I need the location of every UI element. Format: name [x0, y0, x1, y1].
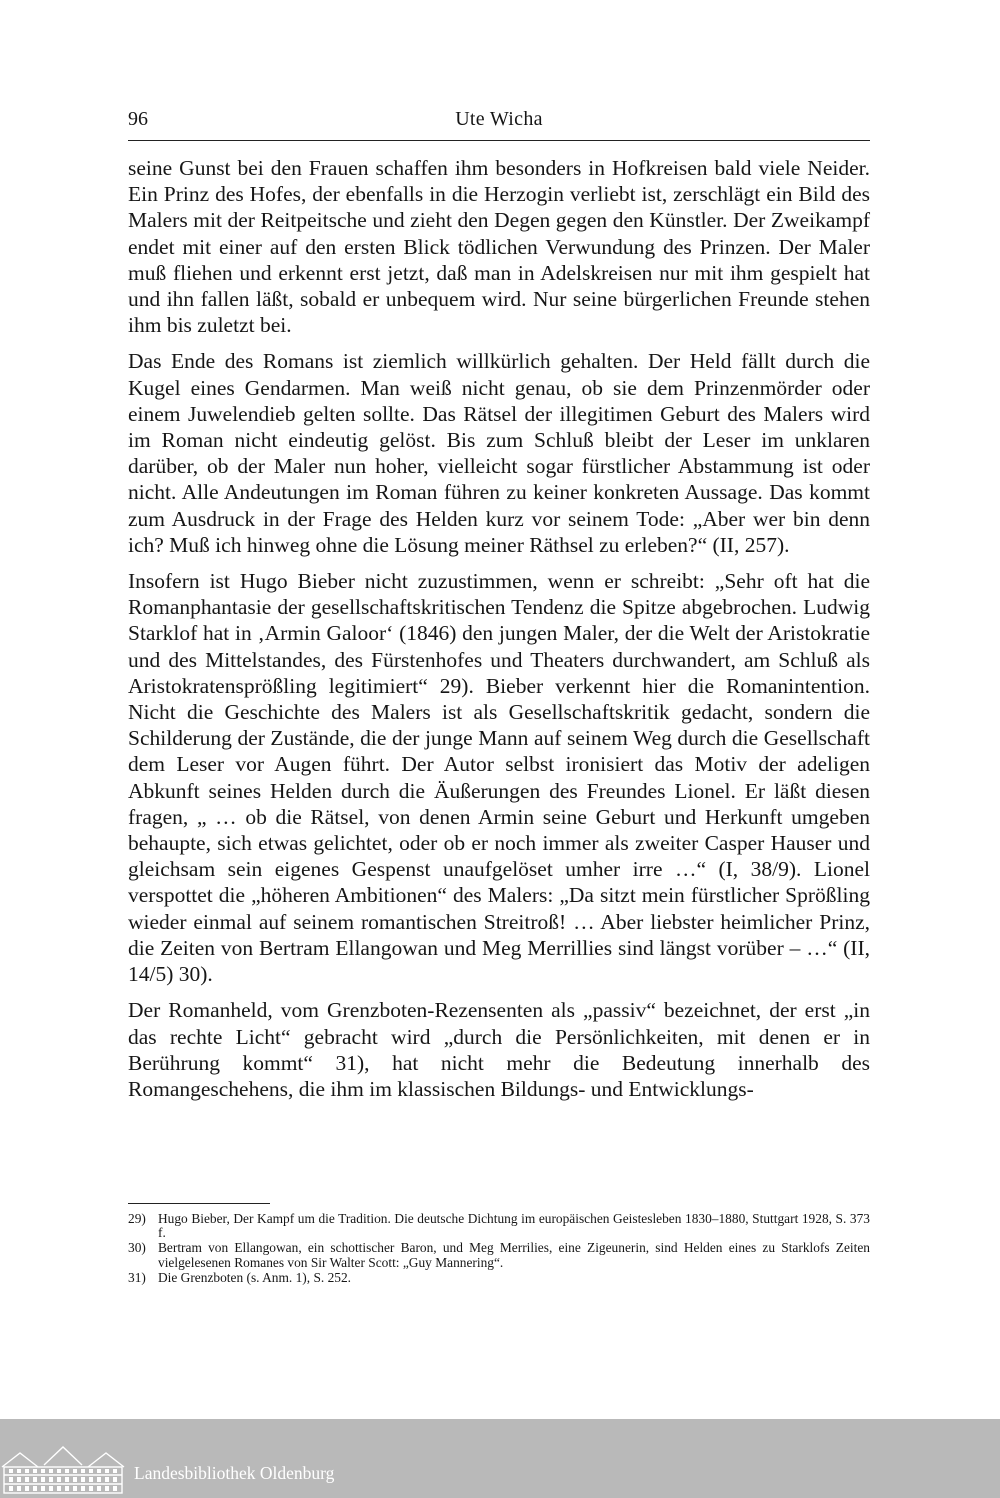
footnote-text: Hugo Bieber, Der Kampf um die Tradition. Die deutsche Dichtung im europäischen Geistesleben 1830–1880, Stuttgart 1928, S. 373 f. — [158, 1211, 870, 1241]
library-banner — [0, 1419, 1000, 1498]
body-text — [128, 155, 870, 1112]
paragraph: Das Ende des Romans ist ziemlich willkürlich gehalten. Der Held fällt durch die Kugel eines Gendarmen. Man weiß nicht genau, ob sie dem Prinzenmörder oder einem Juwelendieb gelten sollte. Das Rätsel der illegitimen Geburt des Malers wird im Roman nicht eindeutig gelöst. Bis zum Schluß bleibt der Leser im unklaren darüber, ob der Maler nun hoher, vielleicht sogar fürstlicher Abstammung ist oder nicht. Alle Andeutungen im Roman führen zu keiner konkreten Aussage. Das kommt zum Ausdruck in der Frage des Helden kurz vor seinem Tode: „Aber wer bin denn ich? Muß ich hinweg ohne die Lösung meiner Räthsel zu erleben?“ (II, 257). — [128, 349, 870, 557]
footnote-mark: 29) — [128, 1211, 146, 1226]
footnote — [128, 1212, 870, 1240]
footnotes — [128, 1212, 870, 1286]
paragraph: seine Gunst bei den Frauen schaffen ihm besonders in Hofkreisen bald viele Neider. Ein Prinz des Hofes, der ebenfalls in die Herzogin verliebt ist, zerschlägt ein Bild des Malers mit der Reitpeitsche und zieht den Degen gegen den Künstler. Der Zweikampf endet mit einer auf den ersten Blick tödlichen Verwundung des Prinzen. Der Maler muß fliehen und erkennt erst jetzt, daß man in Adelskreisen nur mit ihm gespielt hat und ihn fallen läßt, sobald er unbequem wird. Nur seine bürgerlichen Freunde stehen ihm bis zuletzt bei. — [128, 156, 870, 338]
paragraph: Der Romanheld, vom Grenzboten-Rezensenten als „passiv“ bezeichnet, der erst „in das rechte Licht“ gebracht wird „durch die Persönlichkeiten, mit denen er in Berührung kommt“ 31), hat nicht mehr die Bedeutung innerhalb des Romangeschehens, die ihm im klassischen Bildungs- und Entwicklungs- — [128, 998, 870, 1101]
library-name: Landesbibliothek Oldenburg — [134, 1463, 335, 1483]
footnote-mark: 30) — [128, 1240, 146, 1256]
running-head: Ute Wicha — [455, 108, 543, 130]
footnote — [128, 1241, 870, 1269]
footnote-rule — [128, 1203, 270, 1204]
library-building-icon — [0, 1445, 126, 1495]
paragraph: Insofern ist Hugo Bieber nicht zuzustimmen, wenn er schreibt: „Sehr oft hat die Romanphantasie der gesellschaftskritischen Tendenz die Spitze abgebrochen. Ludwig Starklof hat in ‚Armin Galoor‘ (1846) den jungen Maler, der die Welt der Aristokratie und des Mittelstandes, des Fürstenhofes und Theaters durchwandert, am Schluß als Aristokratensprößling legitimiert“ 29). Bieber verkennt hier die Romanintention. Nicht die Geschichte des Malers ist als Gesellschaftskritik gedacht, sondern die Schilderung der Zustände, die der junge Mann auf seinem Weg durch die Gesellschaft dem Leser vor Augen führt. Der Autor selbst ironisiert das Motiv der adeligen Abkunft seines Helden durch die Äußerungen des Freundes Lionel. Er läßt diesen fragen, „ … ob die Rätsel, von denen Armin seine Geburt und Herkunft umgeben behaupte, sich etwas gelichtet, oder ob er noch immer als zweiter Casper Hauser und gleichsam sein eigenes Gespenst unaufgelöset umher irre …“ (I, 38/9). Lionel verspottet die „höheren Ambitionen“ des Malers: „Da sitzt mein fürstlicher Sprößling wieder einmal auf seinem romantischen Streitroß! … Aber liebster heimlicher Prinz, die Zeiten von Bertram Ellangowan und Meg Merrillies sind längst vorüber – …“ (II, 14/5) 30). — [128, 569, 870, 987]
footnote-text: Bertram von Ellangowan, ein schottischer Baron, und Meg Merrilies, eine Zigeunerin, sind Helden eines zu Starklofs Zeiten vielgelesenen Romanes von Sir Walter Scott: „Guy Mannering“. — [158, 1240, 870, 1270]
footnote-mark: 31) — [128, 1269, 146, 1285]
page-header — [128, 106, 870, 141]
footnote-text: Die Grenzboten (s. Anm. 1), S. 252. — [158, 1269, 352, 1285]
footnote — [128, 1271, 870, 1285]
page-number: 96 — [128, 108, 148, 130]
